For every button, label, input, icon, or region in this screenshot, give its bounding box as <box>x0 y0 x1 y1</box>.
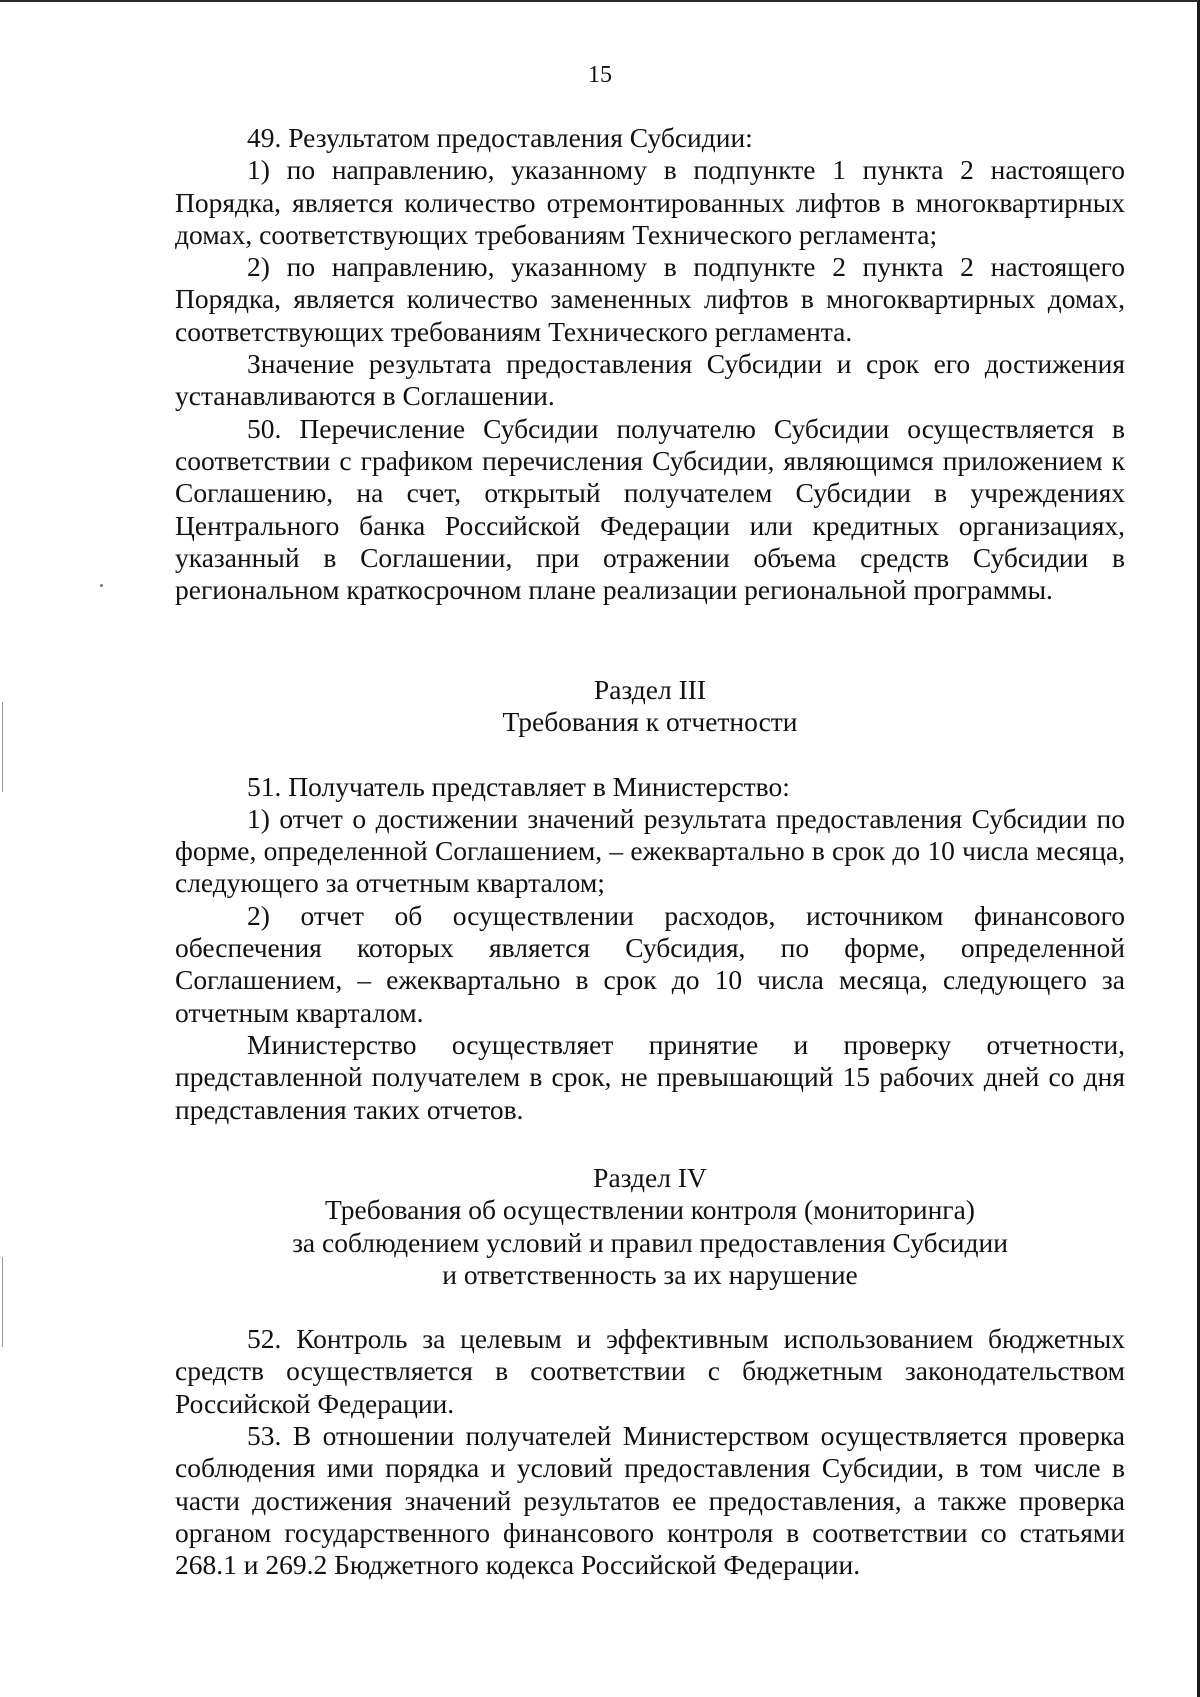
section-4-title-line: Требования об осуществлении контроля (мониторинга) <box>325 1194 975 1226</box>
scan-edge-mark <box>2 702 3 792</box>
paragraph-51: 51. Получатель представляет в Министерство: <box>247 770 790 802</box>
paragraph-51-item-1: 1) отчет о достижении значений результата предоставления Субсидии по форме, определенной Соглашением, – ежеквартально в срок до 10 числа месяца, следующего за отчетным кварталом; <box>175 802 1125 899</box>
paragraph-51-ministry-check: Министерство осуществляет принятие и проверку отчетности, представленной получателем в срок, не превышающий 15 рабочих дней со дня представления таких отчетов. <box>175 1028 1125 1125</box>
section-4-title-line: и ответственность за их нарушение <box>442 1258 858 1290</box>
page-number: 15 <box>588 62 612 88</box>
paragraph-51-item-2: 2) отчет об осуществлении расходов, источником финансового обеспечения которых является Субсидия, по форме, определенной Соглашением, – ежеквартально в срок до 10 числа месяца, следующего за отчетным кварталом. <box>175 899 1125 1028</box>
spacer <box>175 1291 1125 1323</box>
paragraph-49-item-1: 1) по направлению, указанному в подпункте 1 пункта 2 настоящего Порядка, является количество отремонтированных лифтов в многоквартирных домах, соответствующих требованиям Технического регламента; <box>175 154 1125 250</box>
paragraph-53: 53. В отношении получателей Министерством осуществляется проверка соблюдения ими порядка и условий предоставления Субсидии, в том числе в части достижения значений результатов ее предоставления, а также проверка органом государственного финансового контроля в соответствии со статьями 268.1 и 269.2 Бюджетного кодекса Российской Федерации. <box>175 1420 1125 1581</box>
paragraph-49-item-2: 2) по направлению, указанному в подпункте 2 пункта 2 настоящего Порядка, является количество замененных лифтов в многоквартирных домах, соответствующих требованиям Технического регламента. <box>175 251 1125 347</box>
section-4 <box>175 1162 1125 1582</box>
section-4-label: Раздел IV <box>593 1162 707 1193</box>
paragraph-50: 50. Перечисление Субсидии получателю Субсидии осуществляется в соответствии с графиком перечисления Субсидии, являющимся приложением к Соглашению, на счет, открытый получателем Субсидии в учреждениях Центрального банка Российской Федерации или кредитных организациях, указанный в Соглашении, при отражении объема средств Субсидии в региональном краткосрочном плане реализации региональной программы. <box>175 412 1125 606</box>
paragraph-52: 52. Контроль за целевым и эффективным использованием бюджетных средств осуществляется в соответствии с бюджетным законодательством Российской Федерации. <box>175 1323 1125 1419</box>
spacer <box>175 739 1125 771</box>
text-block-top <box>175 122 1125 606</box>
scan-edge-mark <box>2 1257 3 1347</box>
section-3-title: Требования к отчетности <box>502 706 798 738</box>
paragraph-49-result-value: Значение результата предоставления Субсидии и срок его достижения устанавливаются в Соглашении. <box>175 348 1125 412</box>
scan-speck <box>100 584 103 587</box>
section-3 <box>175 674 1125 1126</box>
section-4-title-line: за соблюдением условий и правил предоставления Субсидии <box>292 1226 1008 1258</box>
section-3-label: Раздел III <box>593 674 707 705</box>
paragraph-49: 49. Результатом предоставления Субсидии: <box>247 122 753 153</box>
